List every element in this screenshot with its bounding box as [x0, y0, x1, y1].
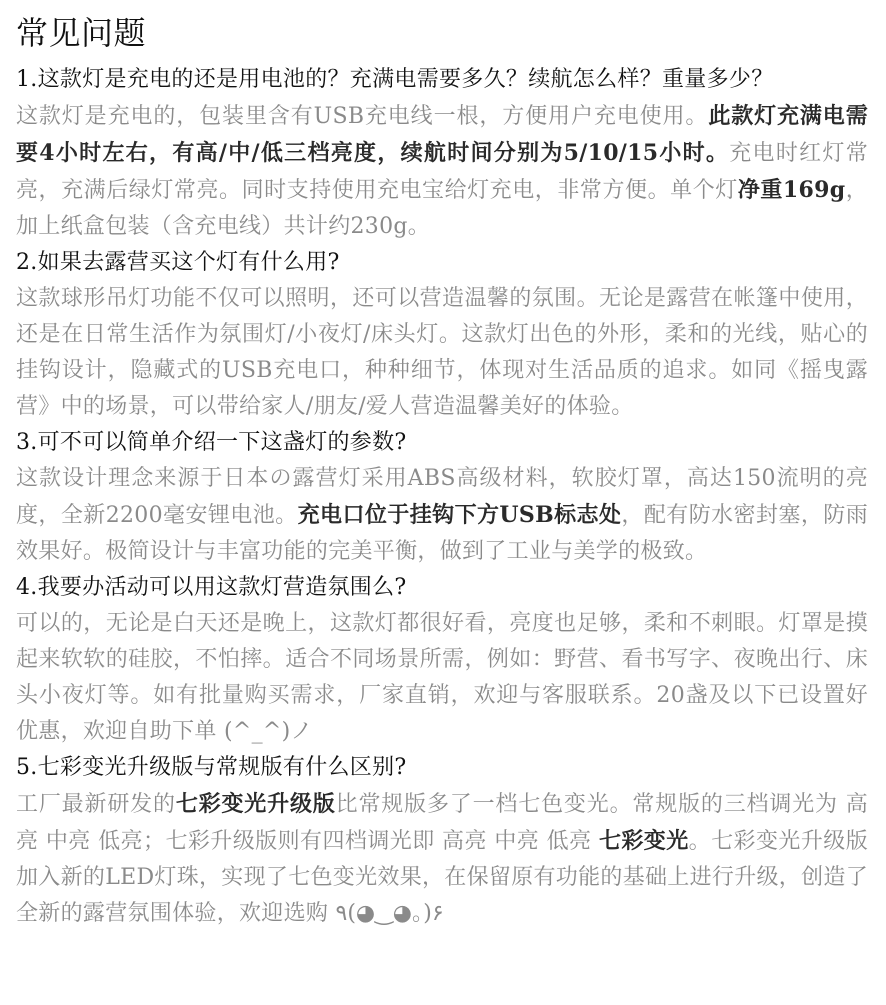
faq-list — [16, 62, 868, 932]
answer-text: ，加上纸盒包装（含充电线）共计约230g。 — [16, 178, 868, 239]
answer-text: 充电时红灯常亮，充满后绿灯常亮。同时支持使用充电宝给灯充电，非常方便。单个灯 — [16, 141, 868, 203]
answer-text: ，配有防水密封塞，防雨效果好。极简设计与丰富功能的完美平衡，做到了工业与美学的极致。 — [16, 503, 868, 564]
answer-highlight: 充电口位于挂钩下方USB标志处 — [297, 502, 622, 528]
faq-answer — [16, 786, 868, 932]
answer-text: 这款灯是充电的，包装里含有USB充电线一根，方便用户充电使用。 — [16, 104, 709, 129]
faq-answer — [16, 98, 868, 245]
answer-text: 这款设计理念来源于日本の露营灯采用ABS高级材料，软胶灯罩，高达150流明的亮度，全新2200毫安锂电池。 — [16, 466, 868, 528]
answer-highlight: 此款灯充满电需要4小时左右，有高/中/低三档亮度，续航时间分别为5/10/15小时。 — [16, 103, 868, 166]
faq-item — [16, 62, 868, 245]
faq-question: 2.如果去露营买这个灯有什么用? — [16, 250, 340, 275]
page-title: 常见问题 — [16, 14, 147, 52]
answer-text: 可以的，无论是白天还是晚上，这款灯都很好看，亮度也足够，柔和不刺眼。灯罩是摸起来软软的硅胶，不怕摔。适合不同场景所需，例如：野营、看书写字、夜晚出行、床头小夜灯等。如有批量购买需求，厂家直销，欢迎与客服联系。20盏及以下已设置好优惠，欢迎自助下单 (^_^)ノ — [16, 611, 868, 744]
faq-question: 3.可不可以简单介绍一下这盏灯的参数? — [16, 430, 407, 455]
answer-highlight: 净重169g — [737, 177, 846, 203]
faq-item — [16, 245, 868, 425]
faq-question: 4.我要办活动可以用这款灯营造氛围么? — [16, 575, 407, 600]
answer-text: 比常规版多了一档七色变光。常规版的三档调光为 高亮 中亮 低亮；七彩升级版则有四档调光即 高亮 中亮 低亮 — [16, 792, 868, 854]
faq-question: 1.这款灯是充电的还是用电池的？充满电需要多久？续航怎么样？重量多少？ — [16, 67, 774, 92]
answer-text: 。七彩变光升级版加入新的LED灯珠，实现了七色变光效果，在保留原有功能的基础上进行升级，创造了全新的露营氛围体验，欢迎选购 ٩(◕‿◕｡)۶ — [16, 829, 869, 926]
faq-answer — [16, 281, 868, 425]
faq-answer — [16, 461, 868, 570]
answer-highlight: 七彩变光升级版 — [175, 791, 336, 817]
faq-answer — [16, 606, 868, 750]
faq-question: 5.七彩变光升级版与常规版有什么区别? — [16, 755, 407, 780]
answer-text: 工厂最新研发的 — [16, 792, 176, 817]
answer-highlight: 七彩变光 — [598, 828, 689, 854]
faq-item — [16, 570, 868, 750]
faq-item — [16, 750, 868, 932]
answer-text: 这款球形吊灯功能不仅可以照明，还可以营造温馨的氛围。无论是露营在帐篷中使用，还是在日常生活作为氛围灯/小夜灯/床头灯。这款灯出色的外形，柔和的光线，贴心的挂钩设计，隐藏式的USB充电口，种种细节，体现对生活品质的追求。如同《摇曳露营》中的场景，可以带给家人/朋友/爱人营造温馨美好的体验。 — [16, 286, 868, 419]
faq-item — [16, 425, 868, 570]
